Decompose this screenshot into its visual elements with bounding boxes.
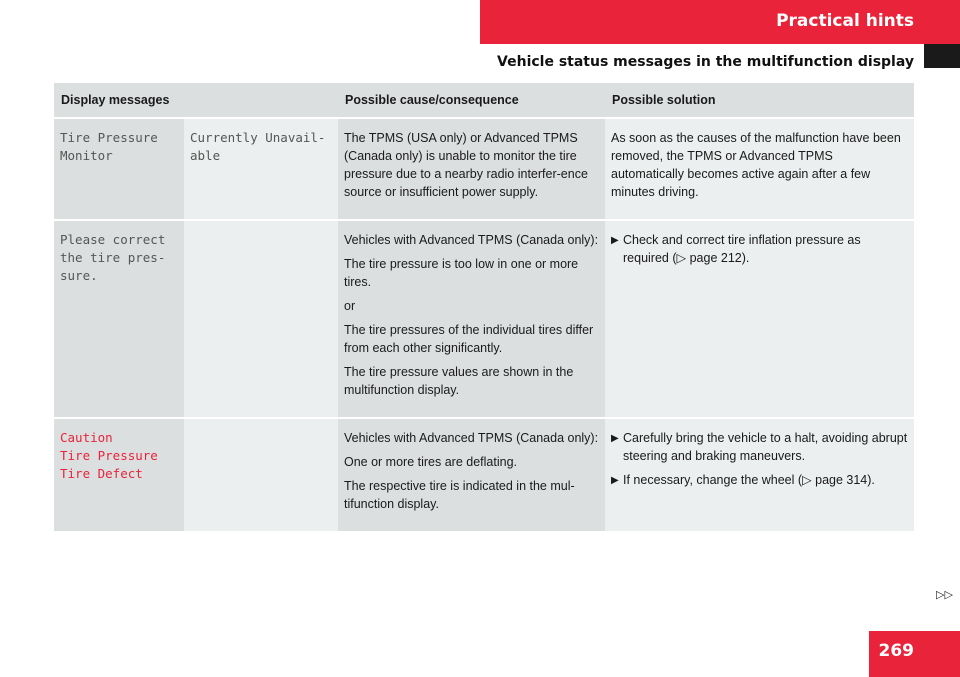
display-message: Please correct the tire pres- sure. <box>54 220 184 418</box>
solution-bullet <box>611 231 908 267</box>
bullet-arrow-icon: ▶ <box>611 433 619 444</box>
cause-cell <box>338 418 605 532</box>
solution-bullet <box>611 471 908 490</box>
solution-bullet <box>611 429 908 465</box>
solution-cell <box>605 220 914 418</box>
table-row <box>54 418 914 532</box>
table-header-row <box>54 83 914 118</box>
solution-text: As soon as the causes of the malfunction have been removed, the TPMS or Advanced TPMS automatically becomes active again after a few minutes driving. <box>611 131 901 199</box>
chapter-title: Practical hints <box>776 11 914 31</box>
page-number-box <box>869 631 960 677</box>
status-messages-table <box>54 83 914 533</box>
cause-text: The respective tire is indicated in the mul-tifunction display. <box>344 479 575 511</box>
empty-cell <box>184 418 338 532</box>
empty-cell <box>184 220 338 418</box>
solution-text: Check and correct tire inflation pressure as required (▷ page 212). <box>623 233 861 265</box>
cause-text: Vehicles with Advanced TPMS (Canada only): <box>344 233 599 247</box>
solution-text: Carefully bring the vehicle to a halt, avoiding abrupt steering and braking maneuvers. <box>623 431 908 463</box>
thumb-index-marker <box>924 44 960 68</box>
cause-cell <box>338 118 605 220</box>
column-header-cause: Possible cause/consequence <box>338 83 605 118</box>
cause-text: The TPMS (USA only) or Advanced TPMS (Canada only) is unable to monitor the tire pressure due to a nearby radio interfer-ence source or insufficient power supply. <box>344 131 588 199</box>
bullet-arrow-icon: ▶ <box>611 235 619 246</box>
display-message-status: Currently Unavail- able <box>184 118 338 220</box>
cause-text: The tire pressure is too low in one or more tires. <box>344 257 579 289</box>
cause-text: Vehicles with Advanced TPMS (Canada only): <box>344 431 599 445</box>
display-message: Tire Pressure Monitor <box>54 118 184 220</box>
cause-text: One or more tires are deflating. <box>344 455 517 469</box>
cause-cell <box>338 220 605 418</box>
section-subtitle: Vehicle status messages in the multifunction display <box>497 54 914 70</box>
cause-text: or <box>344 299 356 313</box>
column-header-display: Display messages <box>54 83 338 118</box>
table-row <box>54 220 914 418</box>
cause-text: The tire pressure values are shown in the multifunction display. <box>344 365 574 397</box>
continued-arrows-icon: ▷▷ <box>936 589 953 601</box>
cause-text: The tire pressures of the individual tires differ from each other significantly. <box>344 323 594 355</box>
solution-cell <box>605 418 914 532</box>
solution-text: If necessary, change the wheel (▷ page 314). <box>623 473 875 487</box>
column-header-solution: Possible solution <box>605 83 914 118</box>
table-row <box>54 118 914 220</box>
bullet-arrow-icon: ▶ <box>611 475 619 486</box>
chapter-tab <box>480 0 960 44</box>
page-number: 269 <box>878 641 914 661</box>
solution-cell <box>605 118 914 220</box>
display-message-warning: Caution Tire Pressure Tire Defect <box>54 418 184 532</box>
